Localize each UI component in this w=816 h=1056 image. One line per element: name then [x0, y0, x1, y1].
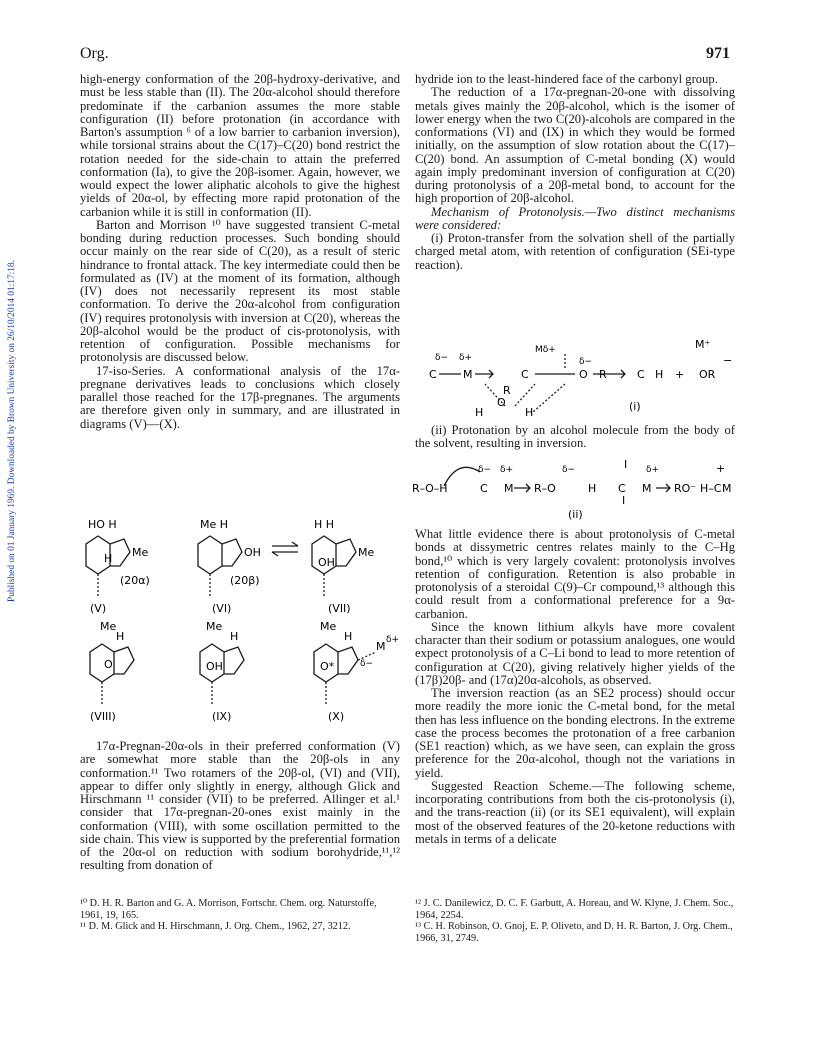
svg-text:C: C	[618, 482, 626, 495]
struct-x-dm: δ−	[360, 659, 374, 669]
svg-text:M: M	[642, 482, 652, 495]
svg-text:δ−: δ−	[478, 465, 492, 475]
struct-viii-h: H	[116, 630, 125, 643]
left-column-bottom	[80, 740, 400, 873]
svg-text:I: I	[622, 494, 626, 507]
paragraph: The inversion reaction (as an SE2 process) should occur more readily the more ionic the C-metal bond, for the metal then has less influence on the bonding electrons. In the extreme case the process becomes the protonation of a free carbanion (SE1 reaction) which, as we have seen, can explain the gross preference for the 20α-alcohol, though not the variations in yield.	[415, 686, 735, 780]
struct-v-sub: Me	[132, 546, 149, 559]
svg-text:R: R	[503, 384, 511, 397]
reaction-scheme-i	[415, 334, 735, 420]
svg-text:δ−: δ−	[579, 357, 593, 367]
svg-text:δ+: δ+	[459, 353, 473, 363]
paragraph: Since the known lithium alkyls have more covalent character than their sodium or potassium analogues, one would expect protonolysis of a C–Li bond to lead to more retention of configuration at C(20), giving relatively higher yields of the (17β)20β- and (17α)20α-alcohols, as observed.	[415, 619, 735, 687]
svg-text:OR: OR	[699, 368, 716, 381]
struct-vii-sub2: OH	[318, 556, 335, 569]
paragraph: (i) Proton-transfer from the solvation shell of the partially charged metal atom, with retention of configuration (SEi-type reaction).	[415, 231, 735, 272]
struct-vi-sub: OH	[244, 546, 261, 559]
struct-x-m: M	[376, 640, 386, 653]
svg-text:C: C	[637, 368, 645, 381]
paragraph: 17α-Pregnan-20α-ols in their preferred conformation (V) are somewhat more stable than the 20β-ols in any conformation.¹¹ Two rotamers of the 20β-ol, (VI) and (VII), appear to differ only slightly in energy, although Glick and Hirschmann ¹¹ consider (VII) to be preferred. Allinger et al.¹ consider that 17α-pregnan-20-ones exist mainly in the conformation (VIII), with some oscillation permitted to the side chain. This view is supported by the preferential formation of the 20α-ol on reduction with sodium borohydride,¹¹,¹² resulting from donation of	[80, 739, 400, 873]
sidebar-text: Published on 01 January 1969. Downloaded by Brown University on 26/10/2014 01:17:18.	[7, 260, 17, 602]
structure-VII	[312, 518, 374, 614]
right-column-mid	[415, 424, 735, 451]
structure-IX	[200, 620, 244, 723]
svg-text:O: O	[497, 396, 506, 409]
structure-VI	[198, 518, 261, 614]
paragraph: hydride ion to the least-hindered face of the carbonyl group.	[415, 72, 718, 86]
struct-vi-note: (20β)	[230, 574, 260, 587]
struct-ix-h: H	[230, 630, 239, 643]
left-column-top	[80, 73, 400, 431]
svg-text:C: C	[429, 368, 437, 381]
struct-x-h: H	[344, 630, 353, 643]
struct-ix-oh: OH	[206, 660, 223, 673]
right-column-bottom	[415, 528, 735, 846]
struct-ix-head: Me	[206, 620, 223, 633]
equilibrium-arrows	[272, 542, 298, 556]
paragraph: 17-iso-Series. A conformational analysis of the 17α-pregnane derivatives leads to conclusions which closely parallel those reached for the 17β-pregnanes. The arguments are therefore given only in summary, and are illustrated in diagrams (V)—(X).	[80, 363, 400, 431]
paragraph: Suggested Reaction Scheme.—The following scheme, incorporating contributions from both the cis-protonolysis (i), and the trans-reaction (ii) (or its SE1 equivalent), will explain most of the observed features of the 20-ketone reductions with metals in terms of a delicate	[415, 778, 735, 846]
structure-X	[314, 620, 399, 723]
metal-ion: M⁺	[695, 338, 711, 351]
scheme-ii-label: (ii)	[568, 508, 583, 521]
svg-text:H: H	[588, 482, 597, 495]
struct-vi-head: Me H	[200, 518, 229, 531]
struct-v-sub2: H	[104, 552, 113, 565]
svg-text:I: I	[624, 458, 628, 471]
struct-viii-o: O	[104, 658, 113, 671]
svg-text:H: H	[655, 368, 664, 381]
svg-text:δ−: δ−	[435, 353, 449, 363]
svg-text:Mδ+: Mδ+	[535, 345, 556, 355]
struct-vii-head: H H	[314, 518, 335, 531]
svg-text:O: O	[579, 368, 588, 381]
structure-V	[86, 518, 150, 614]
svg-text:R–O–H: R–O–H	[412, 482, 448, 495]
struct-ix-label: (IX)	[212, 710, 232, 723]
journal-header: Org.	[80, 45, 109, 62]
right-column-top	[415, 73, 735, 272]
svg-text:−: −	[723, 354, 733, 367]
footnotes-left	[80, 898, 400, 933]
svg-text:M: M	[463, 368, 473, 381]
struct-v-note: (20α)	[120, 574, 150, 587]
footnote: ¹⁰ D. H. R. Barton and G. A. Morrison, Fortschr. Chem. org. Naturstoffe, 1961, 19, 165.	[80, 898, 377, 921]
reaction-scheme-ii	[410, 452, 736, 522]
struct-x-head: Me	[320, 620, 337, 633]
svg-text:δ−: δ−	[562, 465, 576, 475]
struct-viii-label: (VIII)	[90, 710, 116, 723]
conformation-diagram-top	[80, 514, 400, 614]
svg-text:R–O: R–O	[534, 482, 556, 495]
svg-text:+: +	[675, 368, 685, 381]
scheme-i-label: (i)	[629, 400, 641, 413]
paragraph: The reduction of a 17α-pregnan-20-one with dissolving metals gives mainly the 20β-alcohol, which is the isomer of lower energy when the two C(20)-alcohols are compared in the conformations (VI) and (IX) in which they would be formed initially, on the assumption of slow rotation about the C(17)–C(20) bond. An assumption of C-metal bonding (X) would again imply predominant inversion of configuration at C(20) during protonolysis of a 20β-metal bond, to account for the high proportion of 20β-alcohol.	[415, 85, 735, 206]
svg-text:δ+: δ+	[500, 465, 514, 475]
struct-x-o: O*	[320, 660, 335, 673]
struct-v-label: (V)	[90, 602, 107, 614]
svg-text:H–C: H–C	[700, 482, 722, 495]
paragraph: What little evidence there is about protonolysis of C-metal bonds at dissymetric centres relates mainly to the C–Hg bond,¹⁰ which is very largely covalent: protonolysis involves retention of configuration. Retention is also probable in protonolysis of a steroidal C(9)–Cr compound,¹³ although this could result from a conformational preference for a 9α-carbanion.	[415, 527, 735, 621]
footnote: ¹³ C. H. Robinson, O. Gnoj, E. P. Oliveto, and D. H. R. Barton, J. Org. Chem., 1966, 31, 2749.	[415, 921, 733, 944]
svg-text:+: +	[716, 462, 726, 475]
struct-x-dp: δ+	[386, 635, 400, 645]
struct-vii-sub: Me	[358, 546, 375, 559]
svg-text:R: R	[599, 368, 607, 381]
paragraph: (ii) Protonation by an alcohol molecule from the body of the solvent, resulting in inversion.	[415, 423, 735, 451]
svg-text:C: C	[521, 368, 529, 381]
publication-sidebar	[2, 236, 22, 626]
paragraph: high-energy conformation of the 20β-hydroxy-derivative, and must be less stable than (II). The 20α-alcohol should therefore predominate if the carbanion assumes the more stable configuration (II) before protonation (in accordance with Barton's assumption ⁶ of a low barrier to carbanion inversion), while torsional strains about the C(17)–C(20) bond restrict the rotation needed for the side-chain to attain the preferred conformation (Ia), to give the 20β-isomer. Again, however, we would expect the lower aliphatic alcohols to give the highest yields of 20α-ol, by effecting more rapid protonation of the carbanion while it is still in conformation (II).	[80, 72, 400, 219]
struct-x-label: (X)	[328, 710, 345, 723]
svg-text:M: M	[504, 482, 514, 495]
svg-text:δ+: δ+	[646, 465, 660, 475]
footnote: ¹² J. C. Danilewicz, D. C. F. Garbutt, A. Horeau, and W. Klyne, J. Chem. Soc., 1964, 2254.	[415, 898, 734, 921]
conformation-diagram-bottom	[80, 618, 400, 723]
svg-text:C: C	[480, 482, 488, 495]
paragraph: Barton and Morrison ¹⁰ have suggested transient C-metal bonding during reduction processes. Such bonding should occur mainly on the rear side of C(20), as a result of steric hindrance to frontal attack. The key intermediate could then be formulated as (IV) at the moment of its formation, although (IV) does not necessarily represent its most stable conformation. To derive the 20α-alcohol from configuration (IV) requires protonolysis with inversion at C(20), whereas the 20β-alcohol would be the product of cis-protonolysis, with retention of configuration. Possible mechanisms for protonolysis are discussed below.	[80, 217, 400, 365]
struct-v-head: HO H	[88, 518, 117, 531]
svg-text:H: H	[525, 406, 534, 419]
svg-text:H: H	[475, 406, 484, 419]
struct-vii-label: (VII)	[328, 602, 351, 614]
struct-viii-head: Me	[100, 620, 117, 633]
footnotes-right	[415, 898, 735, 944]
section-heading: Mechanism of Protonolysis.—Two distinct mechanisms were considered:	[415, 204, 735, 232]
svg-text:M: M	[722, 482, 732, 495]
svg-text:RO⁻: RO⁻	[674, 482, 697, 495]
footnote: ¹¹ D. M. Glick and H. Hirschmann, J. Org. Chem., 1962, 27, 3212.	[80, 921, 351, 933]
page-number: 971	[706, 45, 730, 62]
structure-VIII	[90, 620, 134, 723]
struct-vi-label: (VI)	[212, 602, 232, 614]
